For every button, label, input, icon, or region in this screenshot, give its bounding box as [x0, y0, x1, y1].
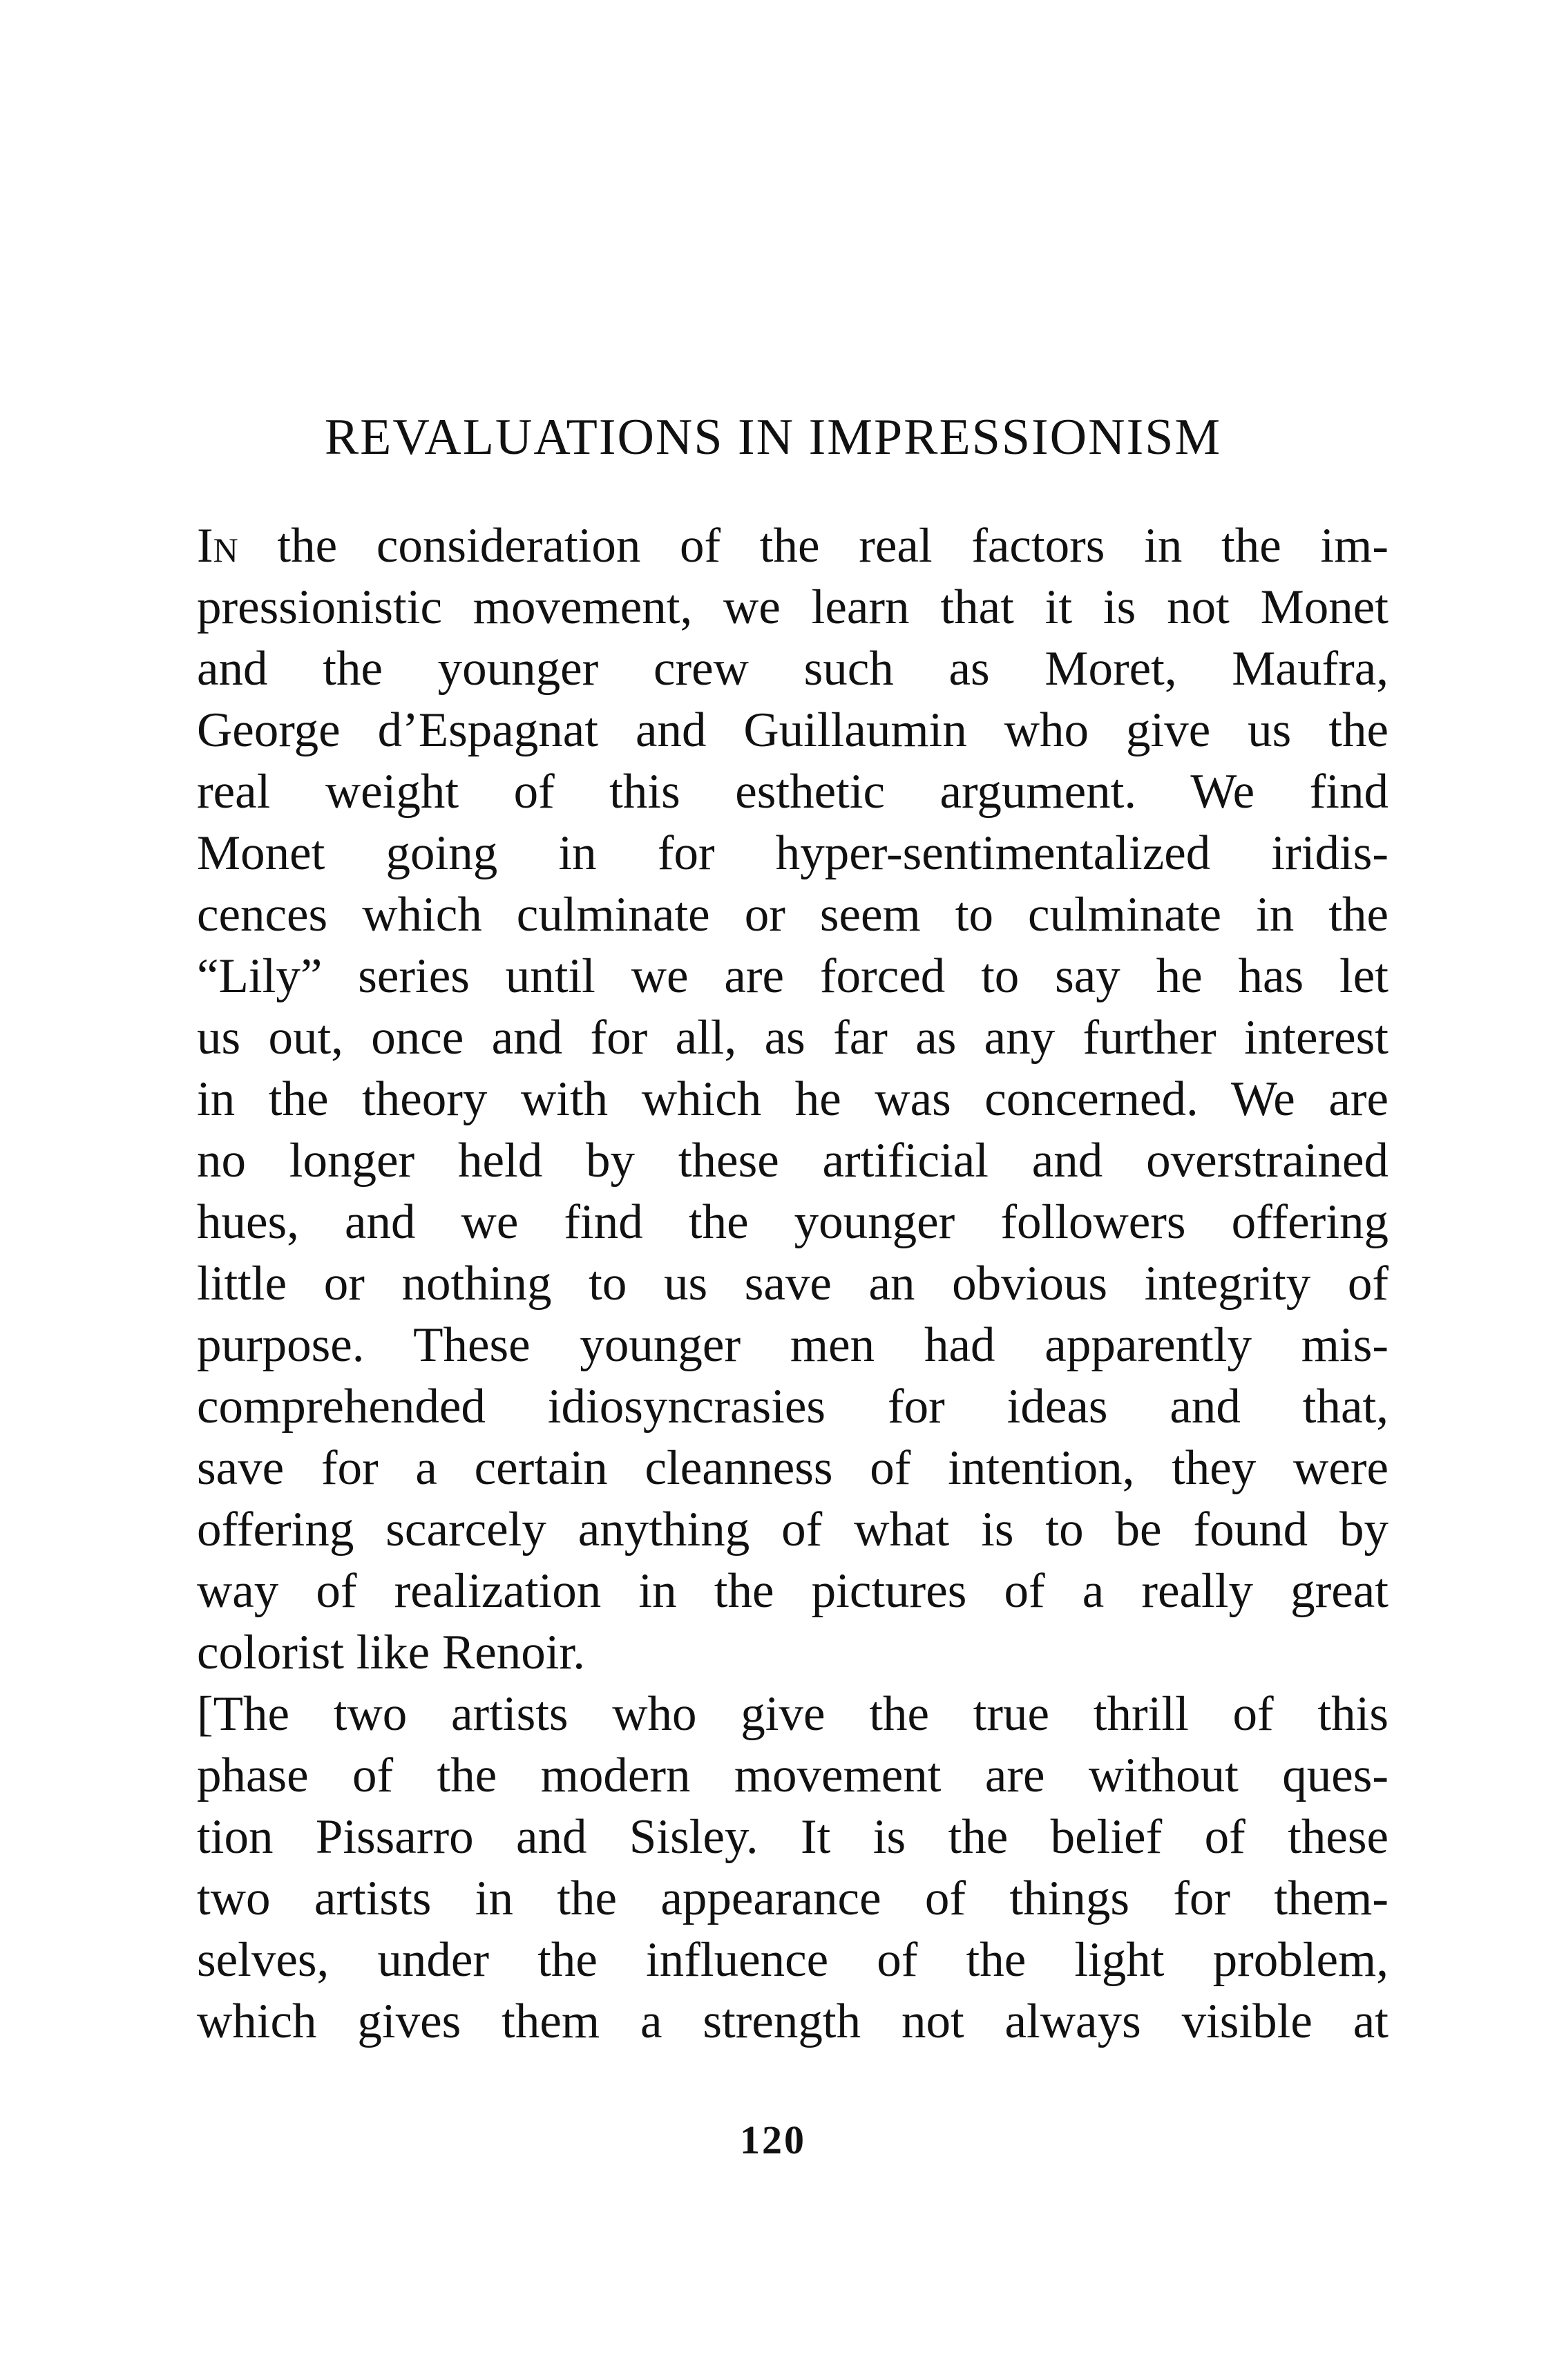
text-line: colorist like Renoir.	[197, 1626, 586, 1679]
text-line: purpose. These younger men had apparently mis-	[197, 1318, 1388, 1372]
text-line: offering scarcely anything of what is to be found by	[197, 1503, 1388, 1556]
text-line: two artists in the appearance of things for them-	[197, 1872, 1388, 1925]
text-line: [The two artists who give the true thrill of this	[197, 1687, 1388, 1741]
text-line: “Lily” series until we are forced to say he has let	[197, 949, 1388, 1003]
text-line: In the consideration of the real factors in the im-	[197, 519, 1388, 573]
text-line: hues, and we find the younger followers offering	[197, 1195, 1388, 1249]
text-line: us out, once and for all, as far as any further interest	[197, 1011, 1388, 1065]
text-line: cences which culminate or seem to culminate in the	[197, 888, 1388, 942]
text-line: no longer held by these artificial and overstrained	[197, 1134, 1388, 1188]
text-line: phase of the modern movement are without ques-	[197, 1749, 1388, 1802]
text-line: pressionistic movement, we learn that it is not Monet	[197, 580, 1388, 634]
text-line: way of realization in the pictures of a really great	[197, 1564, 1388, 1618]
text-line: save for a certain cleanness of intention, they were	[197, 1441, 1388, 1495]
text-line: George d’Espagnat and Guillaumin who give us the	[197, 703, 1388, 757]
text-line: comprehended idiosyncrasies for ideas and that,	[197, 1380, 1388, 1434]
lead-in: In	[197, 519, 238, 573]
text-line: and the younger crew such as Moret, Maufra,	[197, 642, 1388, 696]
text-line: real weight of this esthetic argument. We find	[197, 765, 1388, 819]
text-line: in the theory with which he was concerned. We are	[197, 1072, 1388, 1126]
text-line: tion Pissarro and Sisley. It is the belief of these	[197, 1810, 1388, 1864]
text-line: little or nothing to us save an obvious integrity of	[197, 1257, 1388, 1311]
text-line: Monet going in for hyper-sentimentalized iridis-	[197, 826, 1388, 880]
text-line: selves, under the influence of the light problem,	[197, 1933, 1388, 1987]
page-number: 120	[740, 2117, 806, 2162]
running-head: REVALUATIONS IN IMPRESSIONISM	[324, 409, 1222, 466]
text-line: which gives them a strength not always visible at	[197, 1995, 1388, 2048]
